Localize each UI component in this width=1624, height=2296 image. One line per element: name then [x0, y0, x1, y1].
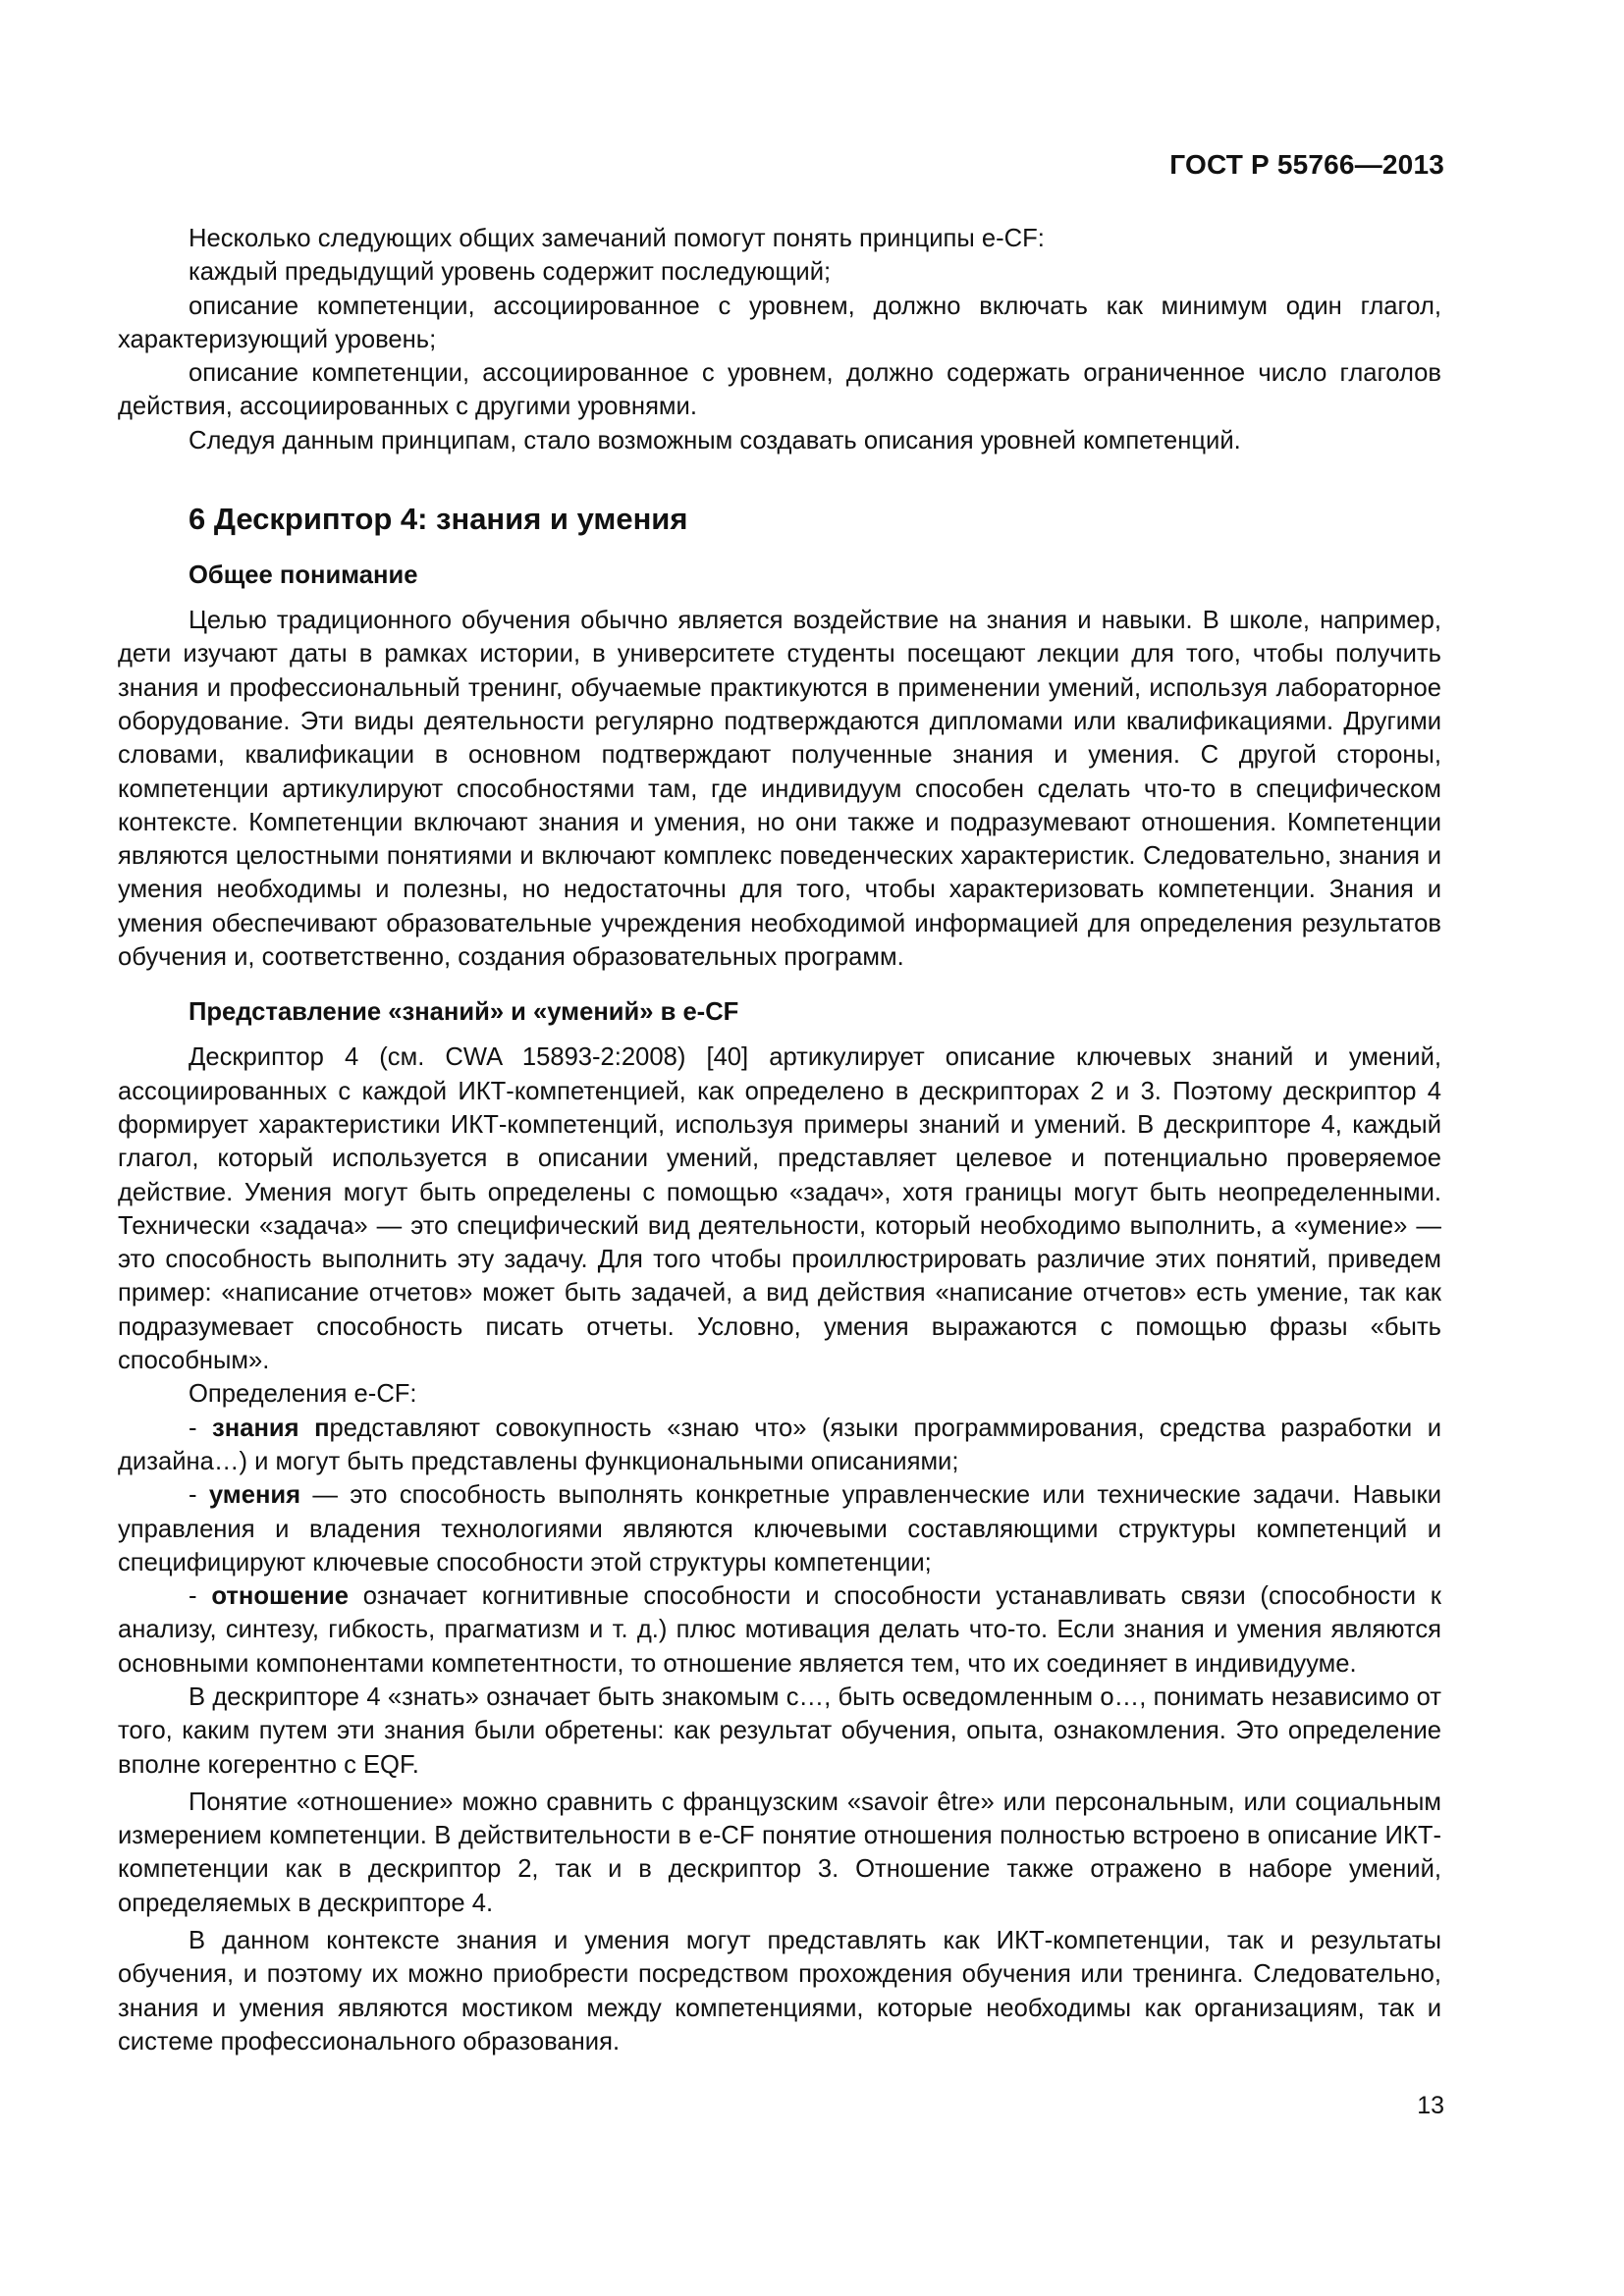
definition-term: умения [208, 1481, 301, 1510]
intro-paragraph: описание компетенции, ассоциированное с уровнем, должно включать как минимум один глагол, характеризующий уровень; [118, 292, 1441, 353]
document-designation: ГОСТ Р 55766—2013 [1169, 149, 1444, 180]
page-content [118, 222, 1441, 2058]
intro-paragraph: описание компетенции, ассоциированное с уровнем, должно содержать ограниченное число глаголов действия, ассоциированных с другими уровнями. [118, 359, 1441, 421]
definition-term: знания п [212, 1414, 330, 1442]
subsection-heading-general: Общее понимание [189, 561, 418, 590]
definition-dash: - [189, 1481, 209, 1510]
body-paragraph: В дескрипторе 4 «знать» означает быть знакомым с…, быть осведомленным о…, понимать независимо от того, каким путем эти знания были обретены: как результат обучения, опыта, ознакомления. Это определение вполне когерентно с EQF. [118, 1682, 1441, 1779]
intro-paragraph: каждый предыдущий уровень содержит последующий; [189, 258, 832, 287]
body-paragraph: Дескриптор 4 (см. CWA 15893-2:2008) [40] артикулирует описание ключевых знаний и умений, ассоциированных с каждой ИКТ-компетенцией, как определено в дескрипторах 2 и 3. Поэтому дескриптор 4 формирует характеристики ИКТ-компетенций, используя примеры знаний и умений. В дескрипторе 4, каждый глагол, который используется в описании умений, представляет целевое и потенциально проверяемое действие. Умения могут быть определены с помощью «задач», хотя границы могут быть неопределенными. Технически «задача» — это специфический вид деятельности, который необходимо выполнить, а «умение» — это способность выполнить эту задачу. Для того чтобы проиллюстрировать различие этих понятий, приведем пример: «написание отчетов» может быть задачей, а вид действия «написание отчетов» есть умение, так как подразумевает способность писать отчеты. Условно, умения выражаются с помощью фразы «быть способным». [118, 1043, 1441, 1375]
intro-paragraph: Несколько следующих общих замечаний помогут понять принципы e-CF: [189, 225, 1045, 252]
subsection-heading-representation: Представление «знаний» и «умений» в e-CF [189, 998, 739, 1027]
section-heading: 6 Дескриптор 4: знания и умения [189, 502, 688, 537]
intro-paragraph: Следуя данным принципам, стало возможным создавать описания уровней компетенций. [189, 426, 1241, 454]
definition-attitude [118, 1579, 1441, 1681]
definition-dash: - [189, 1414, 213, 1442]
definition-term: отношение [211, 1582, 349, 1611]
definition-knowledge [118, 1412, 1441, 1479]
body-paragraph: Понятие «отношение» можно сравнить с французским «savoir être» или персональным, или социальным измерением компетенции. В действительности в e-CF понятие отношения полностью встроено в описание ИКТ-компетенции как в дескриптор 2, так и в дескриптор 3. Отношение также отражено в наборе умений, определяемых в дескрипторе 4. [118, 1788, 1441, 1917]
definition-text: означает когнитивные способности и способности устанавливать связи (способности к анализу, синтезу, гибкость, прагматизм и т. д.) плюс мотивация делать что-то. Если знания и умения являются основными компонентами компетентности, то отношение является тем, что их соединяет в индивидууме. [118, 1582, 1441, 1678]
body-paragraph: В данном контексте знания и умения могут представлять как ИКТ-компетенции, так и результаты обучения, и поэтому их можно приобрести посредством прохождения обучения или тренинга. Следовательно, знания и умения являются мостиком между компетенциями, которые необходимы как организациям, так и системе профессионального образования. [118, 1927, 1441, 2056]
definition-text: редставляют совокупность «знаю что» (языки программирования, средства разработки и дизайна…) и могут быть представлены функциональными описаниями; [118, 1414, 1441, 1475]
definitions-intro: Определения e-CF: [189, 1380, 417, 1409]
definition-skills [118, 1478, 1441, 1579]
body-paragraph: Целью традиционного обучения обычно является воздействие на знания и навыки. В школе, например, дети изучают даты в рамках истории, в университете студенты посещают лекции для того, чтобы получить знания и профессиональный тренинг, обучаемые практикуются в применении умений, используя лабораторное оборудование. Эти виды деятельности регулярно подтверждаются дипломами или квалификациями. Другими словами, квалификации в основном подтверждают полученные знания и умения. С другой стороны, компетенции артикулируют способностями там, где индивидуум способен сделать что-то в специфическом контексте. Компетенции включают знания и умения, но они также и подразумевают отношения. Компетенции являются целостными понятиями и включают комплекс поведенческих характеристик. Следовательно, знания и умения необходимы и полезны, но недостаточны для того, чтобы характеризовать компетенции. Знания и умения обеспечивают образовательные учреждения необходимой информацией для определения результатов обучения и, соответственно, создания образовательных программ. [118, 607, 1441, 972]
page-number: 13 [1417, 2092, 1444, 2119]
definition-dash: - [189, 1582, 212, 1611]
definition-text: — это способность выполнять конкретные управленческие или технические задачи. Навыки управления и владения технологиями являются ключевыми составляющими структуры компетенций и специфицируют ключевые способности этой структуры компетенции; [118, 1481, 1441, 1576]
